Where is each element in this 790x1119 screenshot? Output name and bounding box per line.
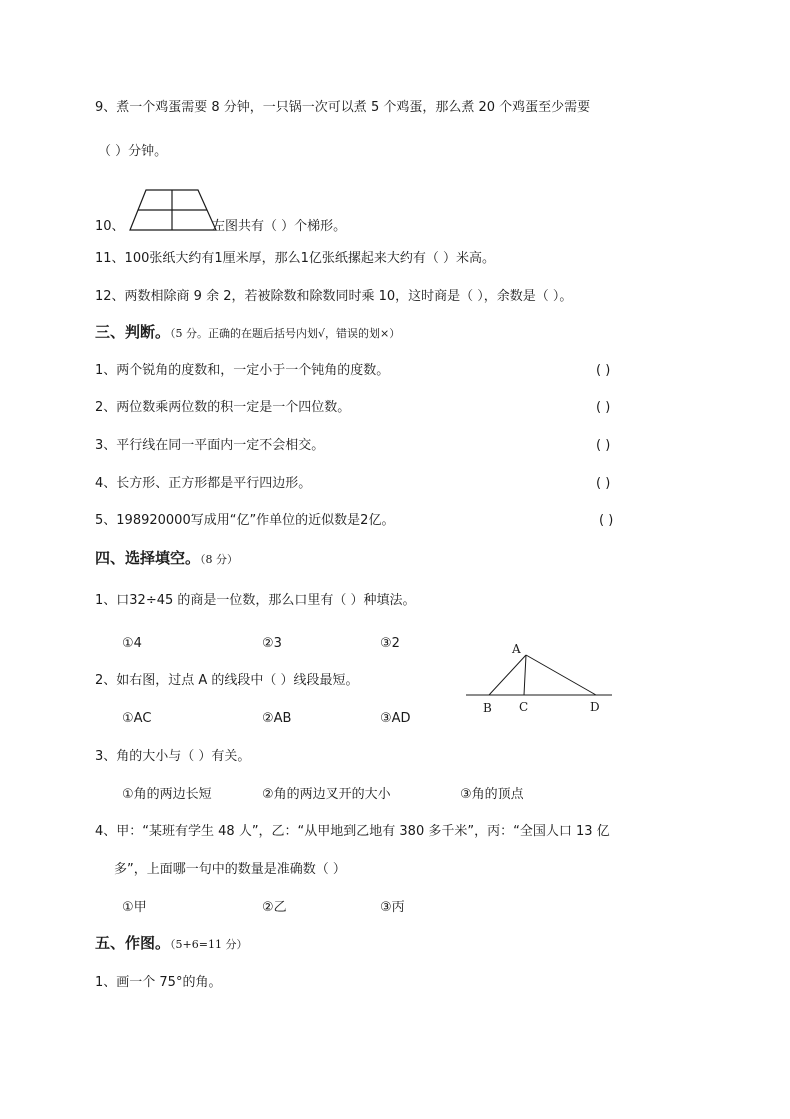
choice-q4-line2: 多”，上面哪一句中的数量是准确数（ ） xyxy=(114,862,346,877)
choice-q1-option-2: ②3 xyxy=(262,636,282,651)
choice-q4-option-2: ②乙 xyxy=(262,900,287,915)
segment-ab xyxy=(489,655,526,695)
choice-q1-option-1: ①4 xyxy=(122,636,142,651)
choice-q2: 2、如右图，过点 A 的线段中（ ）线段最短。 xyxy=(95,673,359,688)
q9-line1: 9、煮一个鸡蛋需要 8 分钟，一只锅一次可以煮 5 个鸡蛋，那么煮 20 个鸡蛋至少需要 xyxy=(95,100,591,115)
judge-item-4: 4、长方形、正方形都是平行四边形。 xyxy=(95,476,312,491)
choice-q2-option-2: ②AB xyxy=(262,711,292,726)
label-c: C xyxy=(519,700,529,714)
judge-item-2: 2、两位数乘两位数的积一定是一个四位数。 xyxy=(95,400,351,415)
choice-q4-option-3: ③丙 xyxy=(380,900,405,915)
section3-title: 三、判断。 xyxy=(95,323,171,341)
q12: 12、两数相除商 9 余 2，若被除数和除数同时乘 10，这时商是（ ），余数是（ ）。 xyxy=(95,289,573,304)
section5-note: （5+6=11 分） xyxy=(170,938,248,951)
judge-paren-4: ( ) xyxy=(596,476,611,491)
label-a: A xyxy=(512,642,521,656)
section4-note: （8 分） xyxy=(200,553,239,566)
triangle-figure xyxy=(460,640,620,720)
segment-ac xyxy=(524,655,526,695)
judge-item-1: 1、两个锐角的度数和，一定小于一个钝角的度数。 xyxy=(95,363,390,378)
choice-q4-option-1: ①甲 xyxy=(122,900,147,915)
segment-ad xyxy=(526,655,596,695)
judge-paren-1: ( ) xyxy=(596,363,611,378)
judge-item-3: 3、平行线在同一平面内一定不会相交。 xyxy=(95,438,325,453)
judge-item-5: 5、198920000写成用“亿”作单位的近似数是2亿。 xyxy=(95,513,395,528)
choice-q3-option-3: ③角的顶点 xyxy=(460,787,524,802)
choice-q2-option-3: ③AD xyxy=(380,711,411,726)
label-b: B xyxy=(483,701,492,715)
choice-q3-option-2: ②角的两边叉开的大小 xyxy=(262,787,391,802)
section5-title: 五、作图。 xyxy=(95,934,171,952)
choice-q4-line1: 4、甲：“某班有学生 48 人”，乙：“从甲地到乙地有 380 多千米”，丙：“全国人口 13 亿 xyxy=(95,824,610,839)
label-d: D xyxy=(590,700,600,714)
choice-q1-option-3: ③2 xyxy=(380,636,400,651)
choice-q3: 3、角的大小与（ ）有关。 xyxy=(95,749,251,764)
choice-q3-option-1: ①角的两边长短 xyxy=(122,787,212,802)
judge-paren-3: ( ) xyxy=(596,438,611,453)
section4-title: 四、选择填空。 xyxy=(95,549,201,567)
section4-heading xyxy=(95,548,238,570)
section5-heading xyxy=(95,933,247,955)
q9-line2: （ ）分钟。 xyxy=(98,144,168,159)
choice-q1: 1、口32÷45 的商是一位数，那么口里有（ ）种填法。 xyxy=(95,593,416,608)
judge-paren-5: ( ) xyxy=(599,513,614,528)
draw-q1: 1、画一个 75°的角。 xyxy=(95,975,222,990)
q10-text: 左图共有（ ）个梯形。 xyxy=(212,219,347,234)
q11: 11、100张纸大约有1厘米厚，那么1亿张纸摞起来大约有（ ）米高。 xyxy=(95,251,496,266)
section3-note: （5 分。正确的在题后括号内划√，错误的划×） xyxy=(170,327,401,340)
q10-number: 10、 xyxy=(95,219,125,234)
judge-paren-2: ( ) xyxy=(596,400,611,415)
choice-q2-option-1: ①AC xyxy=(122,711,152,726)
section3-heading xyxy=(95,322,400,344)
trapezoid-figure xyxy=(128,188,218,232)
